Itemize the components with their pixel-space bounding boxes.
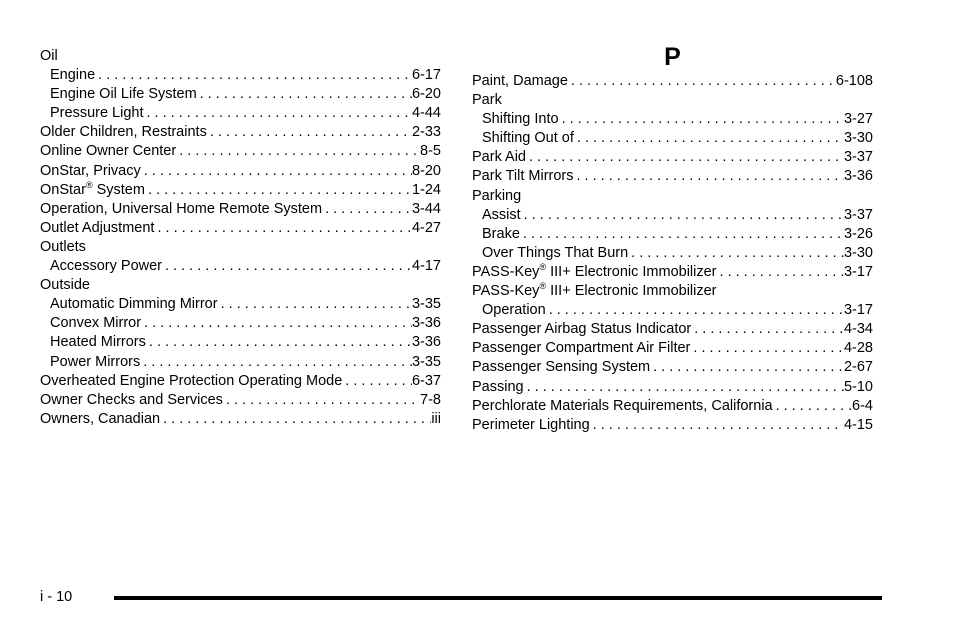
entry-term-text: PASS-Key — [472, 283, 540, 300]
dot-leader — [322, 200, 412, 219]
entry-term — [50, 66, 95, 85]
entry-page-ref: 4-15 — [843, 416, 873, 433]
entry-term-text: PASS-Key — [472, 263, 540, 280]
entry-term-text: OnStar, Privacy — [40, 162, 141, 179]
index-entry — [40, 238, 441, 257]
dot-leader — [691, 320, 844, 339]
index-entry — [472, 187, 873, 206]
entry-term-text: Passenger Sensing System — [472, 359, 651, 376]
index-entry — [40, 181, 441, 200]
entry-term-text: Brake — [482, 225, 520, 242]
dot-leader — [140, 353, 412, 372]
entry-page-ref: 3-26 — [843, 225, 873, 242]
index-entry — [40, 200, 441, 219]
section-letter-heading: P — [664, 43, 681, 71]
entry-term — [40, 219, 154, 238]
dot-leader — [141, 162, 412, 181]
entry-term-text: Heated Mirrors — [50, 334, 146, 351]
entry-term — [50, 85, 197, 104]
entry-term-text: Park Tilt Mirrors — [472, 168, 574, 185]
entry-term — [472, 416, 590, 435]
index-entry — [40, 276, 441, 295]
dot-leader — [574, 167, 844, 186]
entry-page-ref: 8-5 — [420, 143, 441, 160]
index-entry — [40, 142, 441, 161]
entry-term-text: Shifting Into — [482, 111, 559, 128]
entry-term — [50, 333, 146, 352]
entry-term-text: Accessory Power — [50, 258, 163, 275]
entry-term-text: Perimeter Lighting — [472, 416, 590, 433]
dot-leader — [162, 257, 412, 276]
entry-term — [482, 129, 574, 148]
index-subentry — [40, 295, 441, 314]
dot-leader — [650, 358, 844, 377]
index-subentry — [472, 129, 873, 148]
index-entry — [40, 162, 441, 181]
entry-page-ref: 4-44 — [411, 105, 441, 122]
entry-page-ref: 3-35 — [411, 296, 441, 313]
dot-leader — [546, 301, 844, 320]
entry-page-ref: 3-36 — [411, 334, 441, 351]
entry-term-text: Outlet Adjustment — [40, 219, 155, 236]
entry-term-text: Operation, Universal Home Remote System — [40, 200, 323, 217]
index-entry — [472, 397, 873, 416]
entry-term-text: Outlets — [40, 238, 86, 255]
entry-term-text: Oil — [40, 48, 58, 64]
index-entries-p — [472, 72, 873, 435]
entry-page-ref: 3-35 — [411, 353, 441, 370]
entry-page-ref: 6-17 — [411, 67, 441, 84]
entry-term-text: Assist — [482, 206, 521, 223]
dot-leader — [218, 295, 412, 314]
entry-term — [40, 238, 86, 257]
registered-mark: ® — [539, 261, 547, 272]
entry-term — [472, 397, 773, 416]
entry-term — [472, 263, 717, 282]
entry-term — [40, 200, 322, 219]
entry-term-text: Over Things That Burn — [482, 244, 629, 261]
entry-page-ref: 3-17 — [843, 302, 873, 319]
entry-term-text: Paint, Damage — [472, 73, 568, 89]
index-subentry — [472, 110, 873, 129]
entry-term — [40, 410, 160, 429]
dot-leader — [176, 142, 420, 161]
entry-term-text: Convex Mirror — [50, 315, 142, 332]
index-subentry — [40, 314, 441, 333]
dot-leader — [145, 181, 412, 200]
index-entry — [472, 91, 873, 110]
entry-term — [472, 167, 574, 186]
entry-page-ref: 3-36 — [411, 315, 441, 332]
entry-term-text: Outside — [40, 277, 90, 294]
registered-mark: ® — [85, 179, 93, 190]
dot-leader — [146, 333, 412, 352]
dot-leader — [773, 397, 852, 416]
index-entry — [40, 391, 441, 410]
entry-term — [482, 301, 546, 320]
dot-leader — [520, 225, 844, 244]
entry-page-ref: 3-36 — [843, 168, 873, 185]
index-entry — [472, 378, 873, 397]
entry-term-text: OnStar — [40, 181, 86, 198]
entry-page-ref: 8-20 — [411, 162, 441, 179]
footer-rule — [114, 596, 882, 600]
entry-page-ref: 4-27 — [411, 219, 441, 236]
entry-term — [40, 181, 145, 200]
entry-page-ref: 4-28 — [843, 340, 873, 357]
entry-term — [482, 244, 628, 263]
index-entry — [40, 372, 441, 391]
index-entry — [472, 148, 873, 167]
index-subentry — [40, 333, 441, 352]
dot-leader — [574, 129, 844, 148]
index-subentry — [40, 353, 441, 372]
dot-leader — [144, 104, 412, 123]
entry-page-ref: 3-30 — [843, 244, 873, 261]
index-column-left — [40, 47, 441, 429]
entry-term-text: Overheated Engine Protection Operating Mode — [40, 372, 343, 389]
entry-term-text-continued: System — [92, 181, 145, 198]
entry-page-ref: 2-33 — [411, 124, 441, 141]
entry-term-text: Pressure Light — [50, 105, 144, 122]
entry-term — [472, 282, 717, 301]
entry-term — [40, 142, 176, 161]
entry-term — [50, 314, 141, 333]
entry-term-text: Park — [472, 92, 502, 109]
entry-term-text: Older Children, Restraints — [40, 124, 207, 141]
dot-leader — [628, 244, 844, 263]
dot-leader — [95, 66, 412, 85]
entry-term — [50, 104, 144, 123]
index-column-right — [472, 43, 873, 435]
index-subentry — [472, 301, 873, 320]
dot-leader — [559, 110, 844, 129]
index-subentry — [40, 66, 441, 85]
entry-page-ref: 3-17 — [843, 263, 873, 280]
dot-leader — [568, 72, 836, 91]
dot-leader — [207, 123, 412, 142]
dot-leader — [524, 378, 844, 397]
entry-term — [472, 339, 690, 358]
dot-leader — [717, 263, 844, 282]
entry-term — [40, 123, 207, 142]
entry-term — [40, 391, 223, 410]
entry-term — [40, 162, 141, 181]
entry-term-text: Operation — [482, 302, 546, 319]
index-entry — [472, 72, 873, 91]
dot-leader — [154, 219, 412, 238]
entry-page-ref: 2-67 — [843, 359, 873, 376]
entry-term-text: Passenger Compartment Air Filter — [472, 340, 691, 357]
entry-page-ref: iii — [431, 410, 441, 427]
entry-page-ref: 3-37 — [843, 149, 873, 166]
entry-page-ref: 6-37 — [411, 372, 441, 389]
entry-term — [472, 148, 526, 167]
entry-term — [482, 225, 520, 244]
entry-term-text: Shifting Out of — [482, 130, 574, 147]
entry-page-ref: 1-24 — [411, 181, 441, 198]
entry-term — [472, 320, 691, 339]
entry-term — [50, 257, 162, 276]
index-subentry — [472, 244, 873, 263]
entry-term — [482, 110, 559, 129]
index-subentry — [472, 206, 873, 225]
entry-page-ref: 6-20 — [411, 86, 441, 103]
index-entry — [472, 167, 873, 186]
entry-term — [472, 378, 524, 397]
entry-page-ref: 5-10 — [843, 378, 873, 395]
dot-leader — [521, 206, 844, 225]
index-subentry — [40, 104, 441, 123]
entry-term-text-continued: III+ Electronic Immobilizer — [546, 283, 717, 300]
page-number: i - 10 — [40, 589, 73, 605]
entry-term-text: Engine Oil Life System — [50, 86, 197, 103]
index-entry — [472, 320, 873, 339]
entry-term-text: Engine — [50, 67, 96, 84]
dot-leader — [223, 391, 420, 410]
index-entry — [40, 47, 441, 66]
dot-leader — [526, 148, 844, 167]
index-entry — [472, 339, 873, 358]
entry-term — [472, 187, 521, 206]
index-subentry — [40, 85, 441, 104]
index-entry — [40, 410, 441, 429]
dot-leader — [160, 410, 431, 429]
dot-leader — [590, 416, 844, 435]
entry-page-ref: 6-4 — [852, 397, 873, 414]
dot-leader — [197, 85, 412, 104]
registered-mark: ® — [539, 281, 547, 292]
dot-leader — [342, 372, 412, 391]
entry-term-text: Park Aid — [472, 149, 526, 166]
entry-term — [40, 276, 90, 295]
index-entry — [472, 263, 873, 282]
index-entry — [472, 358, 873, 377]
dot-leader — [690, 339, 844, 358]
entry-term — [50, 353, 140, 372]
entry-page-ref: 7-8 — [420, 391, 441, 408]
entry-page-ref: 4-34 — [843, 321, 873, 338]
index-entry — [472, 416, 873, 435]
entry-term — [50, 295, 218, 314]
entry-term-text: Online Owner Center — [40, 143, 177, 160]
entry-term-text: Passing — [472, 378, 524, 395]
entry-term — [472, 72, 568, 91]
entry-term — [40, 372, 342, 391]
entry-term-text: Power Mirrors — [50, 353, 141, 370]
entry-term — [40, 47, 58, 66]
entry-term-text: Owner Checks and Services — [40, 391, 223, 408]
index-entry — [472, 282, 873, 301]
entry-term-text: Parking — [472, 187, 522, 204]
entry-term-text: Owners, Canadian — [40, 410, 161, 427]
entry-page-ref: 3-44 — [411, 200, 441, 217]
dot-leader — [141, 314, 412, 333]
entry-page-ref: 3-37 — [843, 206, 873, 223]
entry-term-text: Automatic Dimming Mirror — [50, 296, 218, 313]
entry-term — [482, 206, 521, 225]
entry-page-ref: 4-17 — [411, 258, 441, 275]
index-subentry — [40, 257, 441, 276]
entry-term — [472, 91, 502, 110]
entry-term-text-continued: III+ Electronic Immobilizer — [546, 263, 717, 280]
index-entry — [40, 219, 441, 238]
entry-term-text: Perchlorate Materials Requirements, California — [472, 397, 773, 414]
index-subentry — [472, 225, 873, 244]
entry-page-ref: 3-27 — [843, 111, 873, 128]
entry-page-ref: 6-108 — [835, 73, 873, 89]
entry-term — [472, 358, 650, 377]
entry-page-ref: 3-30 — [843, 130, 873, 147]
entry-term-text: Passenger Airbag Status Indicator — [472, 321, 692, 338]
index-entry — [40, 123, 441, 142]
